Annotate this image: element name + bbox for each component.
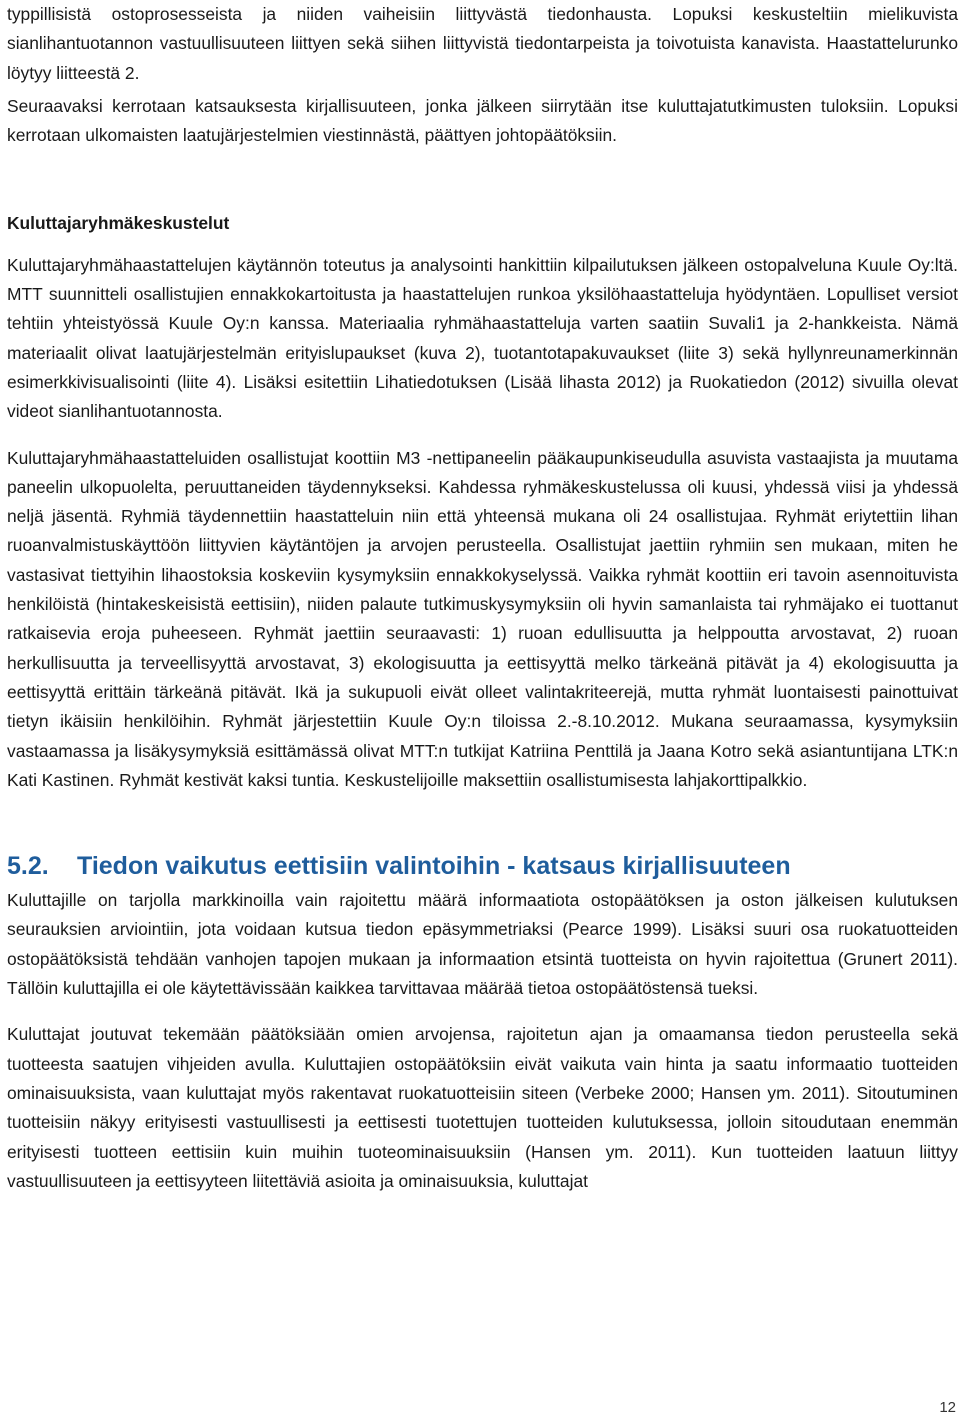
section-title: Tiedon vaikutus eettisiin valintoihin - katsaus kirjallisuuteen [77,852,791,881]
section-paragraph-2: Kuluttajat joutuvat tekemään päätöksiään omien arvojensa, rajoitetun ajan ja omaamansa tiedon perusteella sekä tuotteesta saatujen vihjeiden avulla. Kuluttajien ostopäätöksiin eivät vaikuta vain hinta ja saatu informaatio tuotteiden ominaisuuksista, vaan kuluttajat myös rakentavat ruokatuotteisiin siteen (Verbeke 2000; Hansen ym. 2011). Sitoutuminen tuotteisiin näkyy erityisesti vastuullisesti ja eettisesti tuotettujen tuotteiden kulutuksessa, jolloin sitoudutaan enemmän erityisesti tuotteen eettisiin kuin muihin tuoteominaisuuksiin (Hansen ym. 2011). Kun tuotteiden laatuun liittyy vastuullisuuteen ja eettisyyteen liitettäviä asioita ja ominaisuuksia, kuluttajat [7,1024,958,1191]
intro-paragraph-2: Seuraavaksi kerrotaan katsauksesta kirjallisuuteen, jonka jälkeen siirrytään itse kuluttajatutkimusten tuloksiin. Lopuksi kerrotaan ulkomaisten laatujärjestelmien viestinnästä, päättyen johtopäätöksiin. [7,95,958,146]
section-paragraph-1: Kuluttajille on tarjolla markkinoilla vain rajoitettu määrä informaatiota ostopäätöksen ja oston jälkeisen kulutuksen seurauksien arviointiin, jota voidaan kutsua tiedon epäsymmetriaksi (Pearce 1999). Lisäksi suuri osa ruokatuotteiden ostopäätöksistä tehdään vanhojen tapojen mukaan ja informaation etsintä tuotteista on hyvin rajoitettua (Grunert 2011). Tällöin kuluttajilla ei ole käytettävissään kaikkea tarvittavaa määrää tietoa ostopäätöstensä tueksi. [7,890,958,999]
subsection-paragraph-1: Kuluttajaryhmähaastattelujen käytännön toteutus ja analysointi hankittiin kilpailutuksen jälkeen ostopalveluna Kuule Oy:ltä. MTT suunnitteli osallistujien ennakkokartoitusta ja haastattelujen runkoa yksilöhaastatteluja hyödyntäen. Lopulliset versiot tehtiin yhteistyössä Kuule Oy:n kanssa. Materiaalia ryhmähaastatteluja varten saatiin Suvali1 ja 2-hankkeista. Nämä materiaalit olivat laatujärjestelmän erityislupaukset (kuva 2), tuotantotapakuvaukset (liite 3) sekä hyllynreunamerkinnän esimerkkivisualisointi (liite 4). Lisäksi esitettiin Lihatiedotuksen (Lisää lihasta 2012) ja Ruokatiedon (2012) sivuilla olevat videot sianlihantuotannosta. [7,254,958,422]
page-number: 12 [939,1399,956,1416]
section-number: 5.2. [7,852,49,881]
document-page [7,0,958,1196]
subsection-paragraph-2: Kuluttajaryhmähaastatteluiden osallistujat koottiin M3 -nettipaneelin pääkaupunkiseudulla asuvista vastaajista ja muutama paneelin ulkopuolelta, peruuttaneiden täydennykseksi. Kahdessa ryhmäkeskustelussa oli kuusi, yhdessä viisi ja yhdessä neljä jäsentä. Ryhmiä täydennettiin haastatteluin niin että yhteensä mukana oli 24 osallistujaa. Ryhmät eriytettiin lihan ruoanvalmistuskäyttöön liittyvien käytäntöjen ja arvojen perusteella. Osallistujat jaettiin ryhmiin sen mukaan, miten he vastasivat tiettyihin lihaostoksia koskeviin kysymyksiin ennakkokyselyssä. Vaikka ryhmät koottiin eri tavoin asennoituvista henkilöistä (hintakeskeisistä eettisiin), niiden palaute tutkimuskysymyksiin oli hyvin samanlaista tai ryhmäjako ei tuottanut ratkaisevia eroja puheeseen. Ryhmät jaettiin seuraavasti: 1) ruoan edullisuutta ja helppoutta arvostavat, 2) ruoan herkullisuutta ja terveellisyyttä arvostavat, 3) ekologisuutta ja eettisyyttä melko tärkeänä pitävät ja 4) ekologisuutta ja eettisyyttä erittäin tärkeänä pitävät. Ikä ja sukupuoli eivät olleet valintakriteerejä, mutta ryhmät luontaisesti painottuivat tietyn ikäisiin henkilöihin. Ryhmät järjestettiin Kuule Oy:n tiloissa 2.-8.10.2012. Mukana seuraamassa, kysymyksiin vastaamassa ja lisäkysymyksiä esittämässä olivat MTT:n tutkijat Katriina Penttilä ja Jaana Kotro sekä asiantuntijana LTK:n Kati Kastinen. Ryhmät kestivät kaksi tuntia. Keskustelijoille maksettiin osallistumisesta lahjakorttipalkkio. [7,447,958,790]
section-heading [7,850,958,882]
subsection-heading: Kuluttajaryhmäkeskustelut [7,213,230,234]
intro-paragraph-1: typpillisistä ostoprosesseista ja niiden vaiheisiin liittyvästä tiedonhausta. Lopuksi keskusteltiin mielikuvista sianlihantuotannon vastuullisuuteen liittyen sekä siihen liittyvistä tiedontarpeista ja toivotuista kanavista. Haastattelurunko löytyy liitteestä 2. [7,4,958,83]
